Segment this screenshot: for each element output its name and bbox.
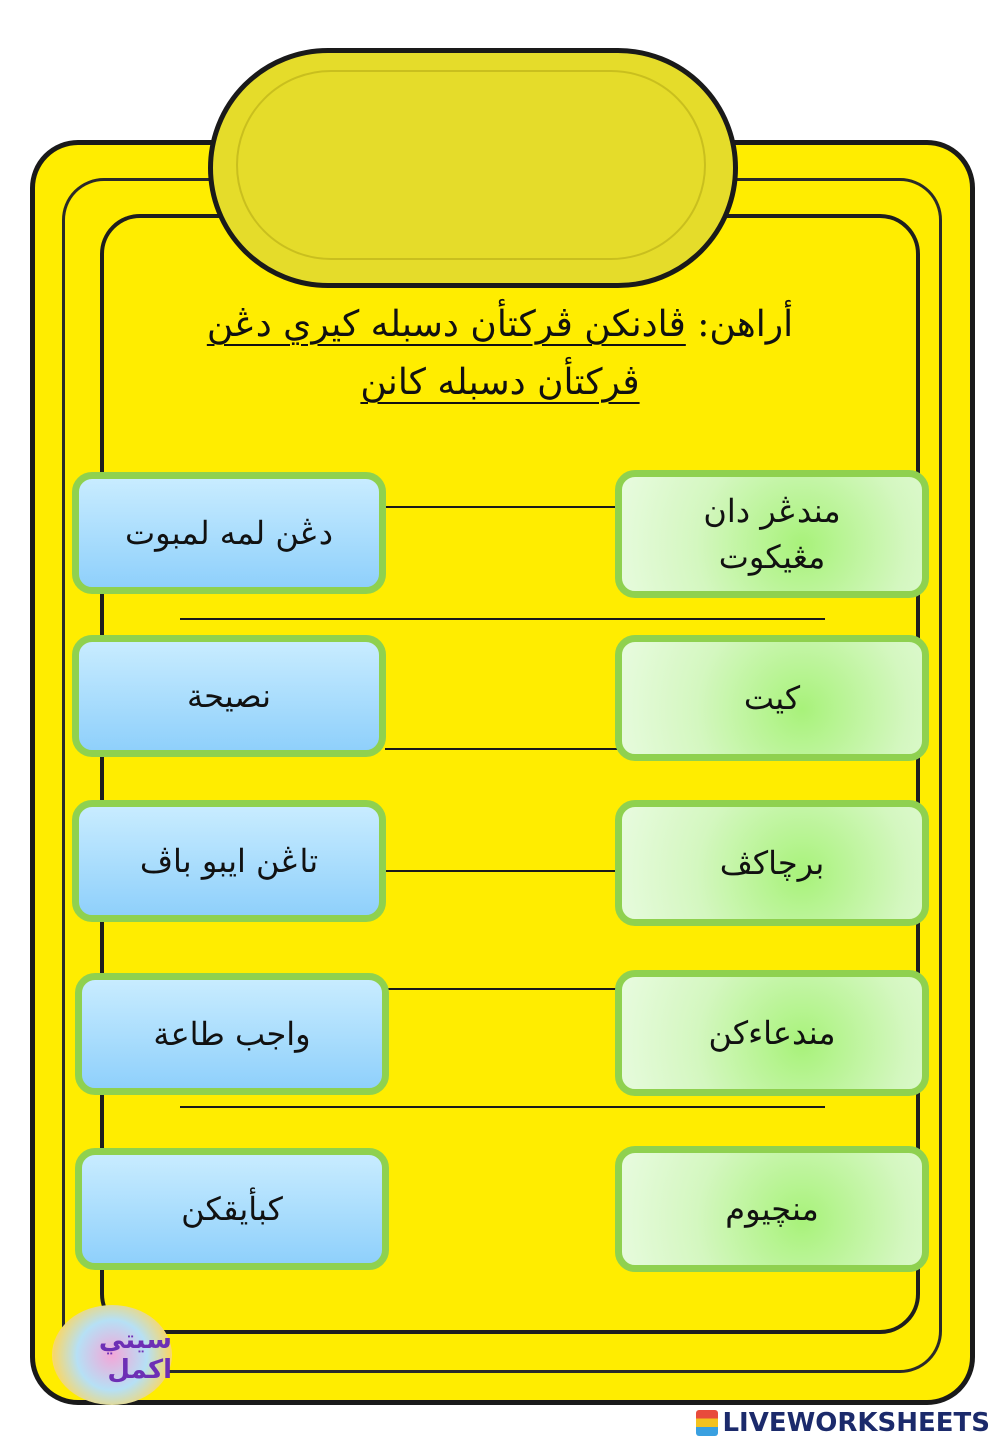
left-card-label: نصيحة xyxy=(186,677,272,715)
instruction-prefix: أراهن: xyxy=(685,304,794,345)
right-card-label: برچاكڤ xyxy=(719,844,825,882)
liveworksheets-icon xyxy=(696,1410,718,1436)
left-card-label: كبأيقكن xyxy=(181,1190,283,1228)
logo-text: سيتي اكمل xyxy=(98,1325,172,1385)
right-match-card[interactable] xyxy=(615,800,929,926)
liveworksheets-footer xyxy=(696,1408,990,1438)
right-match-card[interactable] xyxy=(615,470,929,598)
separator-line xyxy=(180,618,825,620)
connector-line xyxy=(385,870,620,872)
right-card-label: منچيوم xyxy=(725,1190,819,1228)
clip-highlight xyxy=(236,70,706,260)
separator-line xyxy=(180,1106,825,1108)
connector-line xyxy=(385,988,620,990)
right-card-label: مندعاءكن xyxy=(708,1014,836,1052)
left-card-label: واجب طاعة xyxy=(153,1015,311,1053)
instruction-text xyxy=(130,296,870,412)
connector-line xyxy=(385,748,620,750)
author-logo xyxy=(52,1305,172,1405)
left-match-card[interactable] xyxy=(72,800,386,922)
left-match-card[interactable] xyxy=(72,472,386,594)
footer-brand: LIVEWORKSHEETS xyxy=(722,1408,990,1438)
instruction-line2: ڤركتأن دسبله كانن xyxy=(360,362,640,403)
right-card-label: مندڠر دان مڠيكوت xyxy=(703,492,841,576)
left-card-label: دڠن لمه لمبوت xyxy=(125,514,334,552)
right-card-label: كيت xyxy=(743,679,801,717)
left-match-card[interactable] xyxy=(75,973,389,1095)
left-card-label: تاڠن ايبو باڤ xyxy=(139,842,319,880)
instruction-line1: ڤادنكن ڤركتأن دسبله كيري دڠن xyxy=(206,304,686,345)
right-match-card[interactable] xyxy=(615,635,929,761)
right-match-card[interactable] xyxy=(615,970,929,1096)
right-match-card[interactable] xyxy=(615,1146,929,1272)
left-match-card[interactable] xyxy=(72,635,386,757)
connector-line xyxy=(385,506,620,508)
left-match-card[interactable] xyxy=(75,1148,389,1270)
